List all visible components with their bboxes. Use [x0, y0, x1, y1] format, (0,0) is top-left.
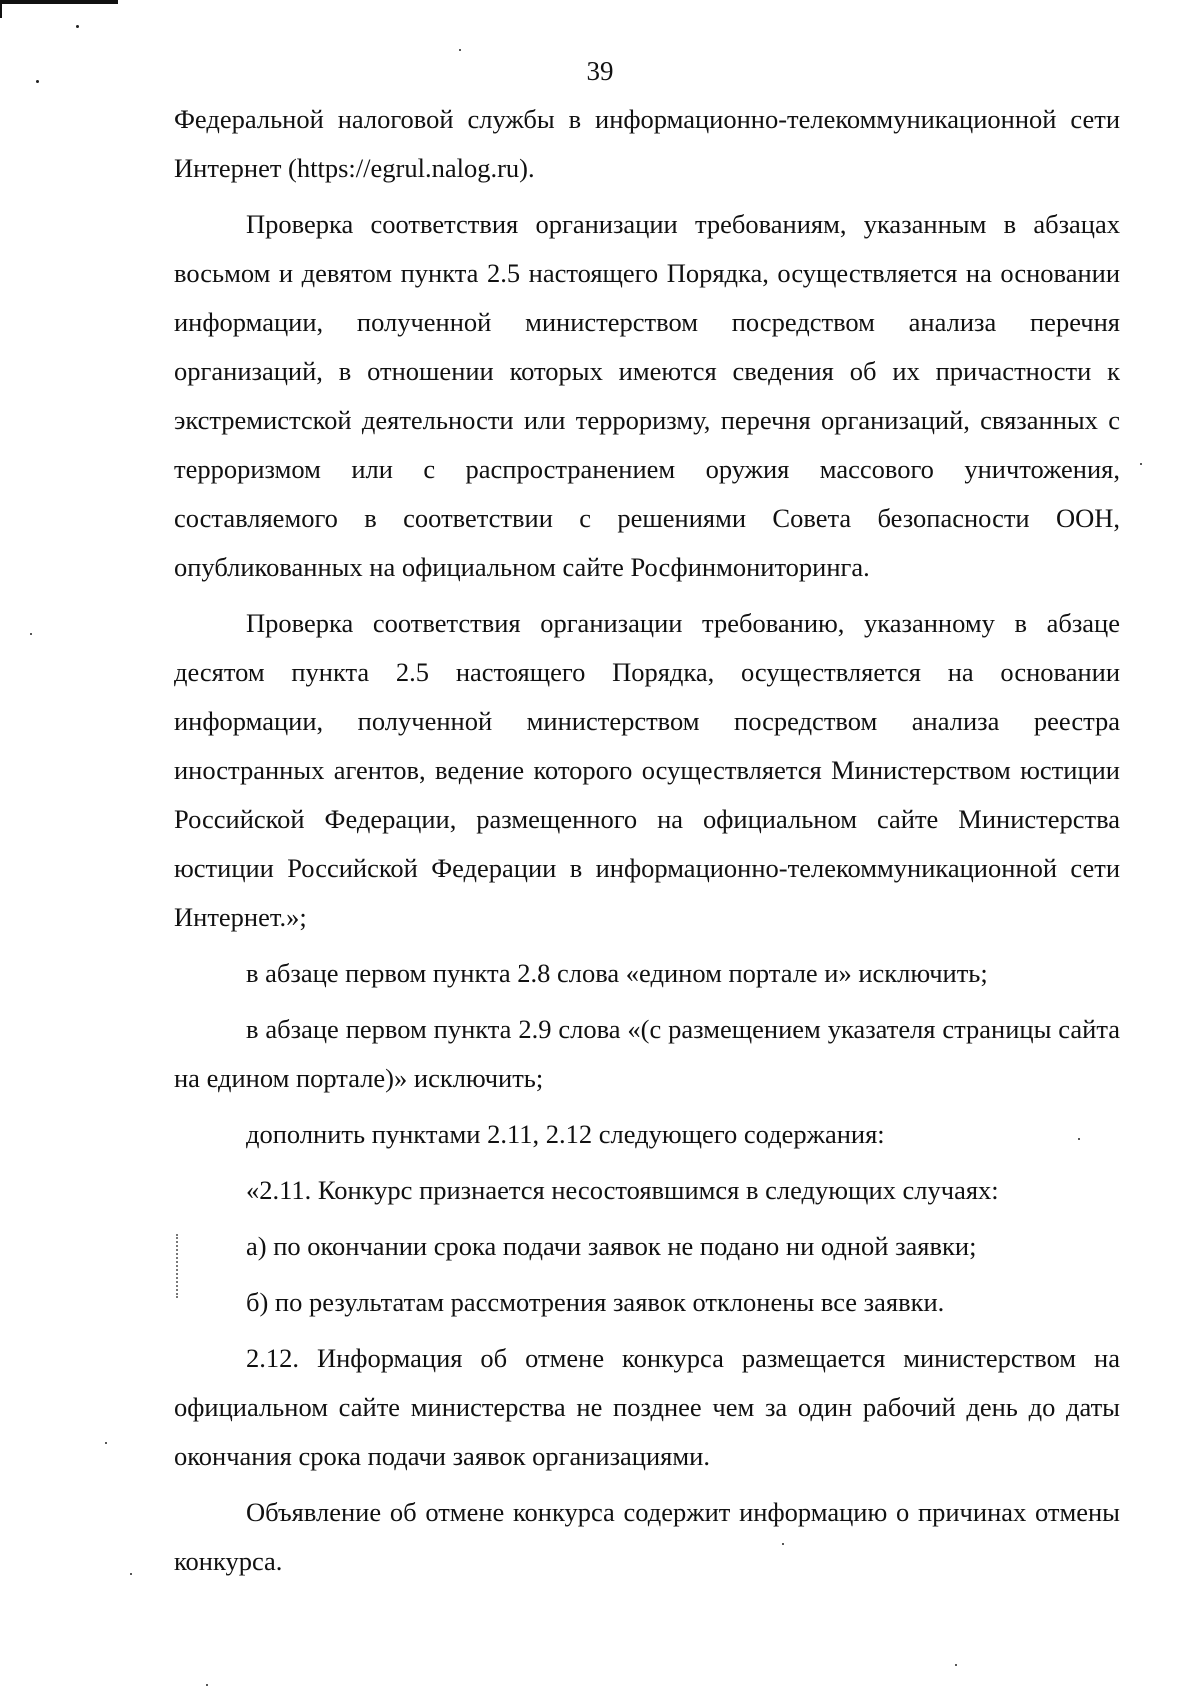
paragraph: Федеральной налоговой службы в информационно-телекоммуникационной сети Интернет (https://egrul.nalog.ru).: [174, 104, 1120, 183]
scan-speck: [76, 25, 79, 28]
scan-speck: [955, 1664, 957, 1666]
scan-speck: [130, 1573, 132, 1575]
scan-speck: [206, 1684, 208, 1686]
document-body: [174, 95, 1120, 1586]
scan-speck: [1140, 463, 1142, 465]
paragraph: в абзаце первом пункта 2.8 слова «едином портале и» исключить;: [246, 958, 988, 988]
scan-corner-mark: [0, 0, 118, 4]
paragraph: Проверка соответствия организации требованиям, указанным в абзацах восьмом и девятом пункта 2.5 настоящего Порядка, осуществляется на основании информации, полученной министерством посредством анализа перечня организаций, в отношении которых имеются сведения об их причастности к экстремистской деятельности или терроризму, перечня организаций, связанных с терроризмом или с распространением оружия массового уничтожения, составляемого в соответствии с решениями Совета безопасности ООН, опубликованных на официальном сайте Росфинмониторинга.: [174, 209, 1120, 582]
scan-edge-mark: [0, 0, 2, 18]
scan-speck: [30, 633, 32, 635]
scan-speck: [105, 1442, 107, 1444]
list-item: а) по окончании срока подачи заявок не подано ни одной заявки;: [246, 1231, 977, 1261]
paragraph: Объявление об отмене конкурса содержит информацию о причинах отмены конкурса.: [174, 1497, 1120, 1576]
page-number: 39: [586, 56, 614, 86]
paragraph: «2.11. Конкурс признается несостоявшимся в следующих случаях:: [246, 1175, 999, 1205]
paragraph: 2.12. Информация об отмене конкурса размещается министерством на официальном сайте министерства не позднее чем за один рабочий день до даты окончания срока подачи заявок организациями.: [174, 1343, 1120, 1471]
paragraph: в абзаце первом пункта 2.9 слова «(с размещением указателя страницы сайта на едином портале)» исключить;: [174, 1014, 1120, 1093]
paragraph: Проверка соответствия организации требованию, указанному в абзаце десятом пункта 2.5 настоящего Порядка, осуществляется на основании информации, полученной министерством посредством анализа реестра иностранных агентов, ведение которого осуществляется Министерством юстиции Российской Федерации, размещенного на официальном сайте Министерства юстиции Российской Федерации в информационно-телекоммуникационной сети Интернет.»;: [174, 608, 1120, 932]
scan-speck: [36, 80, 39, 83]
scan-speck: [459, 49, 461, 51]
list-item: б) по результатам рассмотрения заявок отклонены все заявки.: [246, 1287, 945, 1317]
paragraph: дополнить пунктами 2.11, 2.12 следующего содержания:: [246, 1119, 885, 1149]
